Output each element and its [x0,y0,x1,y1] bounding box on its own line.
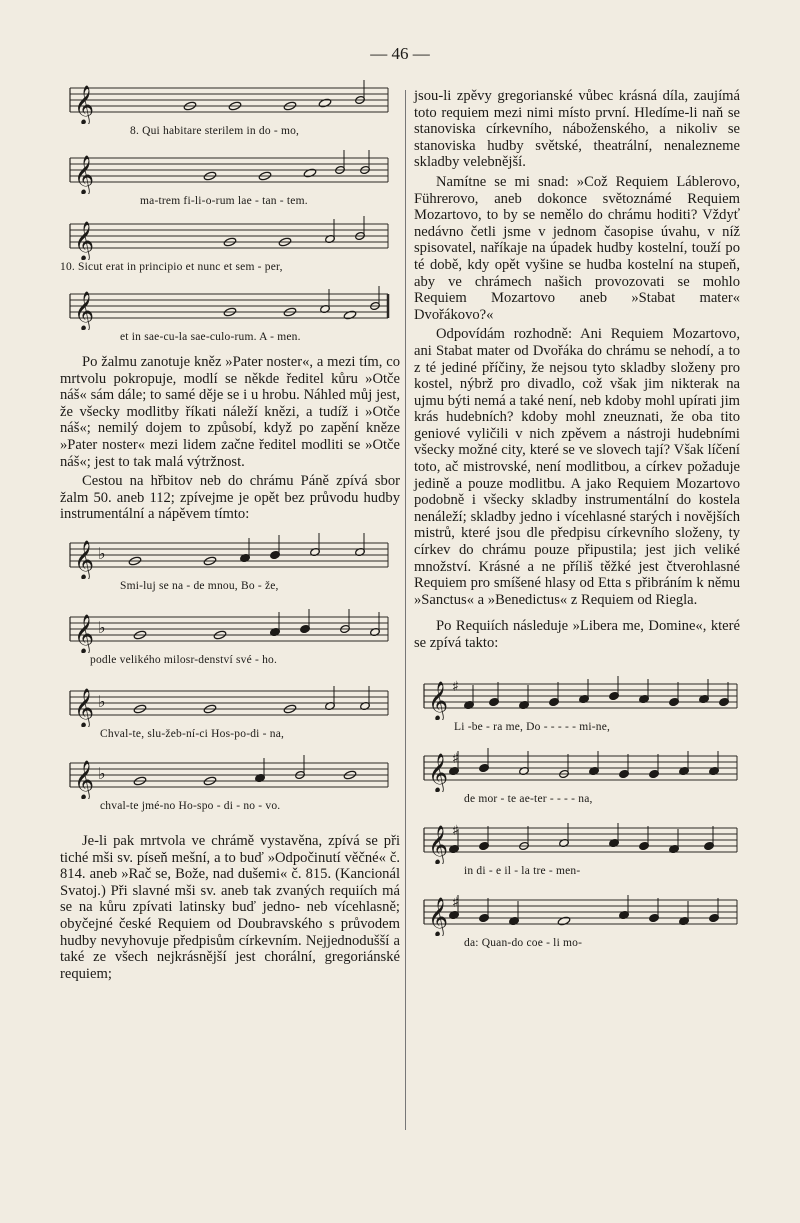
music-staff [414,818,739,864]
left-music-block-2 [60,533,400,819]
music-line [414,746,740,812]
music-lyric: 8. Qui habitare sterilem in do - mo, [130,125,300,137]
music-lyric: Li -be - ra me, Do - - - - - mi-ne, [454,720,611,733]
left-text-block-2 [60,833,400,982]
music-staff [60,148,390,194]
music-staff [60,78,390,124]
clef-icon: 𝄞 [428,752,449,792]
right-column [414,88,740,956]
sharp-icon: ♯ [452,678,459,695]
music-line [414,890,740,956]
music-staff [414,890,739,936]
sharp-icon: ♯ [452,822,459,839]
clef-icon: 𝄞 [74,759,95,799]
music-lyric: podle velikého milosr-denství své - ho. [90,653,278,666]
right-music-block [414,674,740,956]
music-line [60,753,400,819]
music-staff [60,607,390,653]
flat-icon: ♭ [98,763,106,783]
music-line [60,607,400,675]
music-line [60,681,400,747]
clef-icon: 𝄞 [74,291,95,330]
note-head [557,916,570,926]
note-head [318,98,331,108]
music-staff [60,753,390,799]
page-number: — 46 — [370,44,430,63]
music-staff [414,674,739,720]
note-head [303,168,316,178]
music-line [60,284,400,346]
clef-icon: 𝄞 [428,680,449,720]
music-staff [60,533,390,579]
clef-icon: 𝄞 [74,221,95,260]
music-line [60,148,400,214]
music-lyric: de mor - te ae-ter - - - - na, [464,792,593,805]
clef-icon: 𝄞 [428,896,449,936]
music-lyric: in di - e il - la tre - men- [464,864,581,877]
left-column [60,78,400,982]
music-line [60,78,400,138]
music-lyric: et in sae-cu-la sae-culo-rum. A - men. [120,331,301,343]
clef-icon: 𝄞 [74,613,95,653]
paragraph: Cestou na hřbitov neb do chrámu Páně zpívá sbor žalm 50. aneb 112; zpívejme je opět bez průvodu hudby instrumentální a nápěvem tímto: [60,473,400,523]
music-lyric: Smi-luj se na - de mnou, Bo - že, [120,579,279,592]
paragraph: Namítne se mi snad: »Což Requiem Láblerovo, Führerovo, aneb dokonce světoznámé Requiem Mozartovo, to by se nemělo do chrámu hoditi? Vždyť nedávno četli jsme v jednom časopise úvahu, v níž spisovatel, naříkaje na úpadek hudby kostelní, touží po té době, kdy opět vyšine se hudba kostelní na stupeň, aby ve chrámech našich provozovati se mohlo Requiem Mozartovo aneb »Stabat mater« Dvořákovo?« [414,173,740,323]
note-head [343,310,356,320]
music-line [60,533,400,599]
paragraph: Po žalmu zanotuje kněz »Pater noster«, a mezi tím, co mrtvolu pokropuje, modlí se někde ředitel kůru »Otče náš« sám dále; to samé děje se i u hrobu. Náhled můj jest, že všecky modlitby říkati náleží knězi, a tudíž i »Otče náš«; nemilý dojem to způsobí, když po zapění kněze »Pater noster« mezi lidem začne ředitel modliti se »Otče náš«; jest to tak malá výtržnost. [60,354,400,470]
music-lyric: ma-trem fi-li-o-rum lae - tan - tem. [140,195,308,207]
clef-icon: 𝄞 [428,824,449,864]
music-lyric: 10. Sicut erat in principio et nunc et sem - per, [60,261,283,273]
column-divider [405,90,406,1130]
music-lyric: chval-te jmé-no Ho-spo - di - no - vo. [100,799,281,812]
music-staff [60,214,390,260]
music-lyric: Chval-te, slu-žeb-ní-ci Hos-po-di - na, [100,727,285,740]
music-line [414,818,740,884]
sharp-icon: ♯ [452,750,459,767]
clef-icon: 𝄞 [74,687,95,727]
clef-icon: 𝄞 [74,539,95,579]
flat-icon: ♭ [98,691,106,711]
flat-icon: ♭ [98,543,106,563]
left-music-block-1 [60,78,400,346]
paragraph: Po Requiích následuje »Libera me, Domine«, které se zpívá takto: [414,618,740,651]
music-staff [60,284,390,330]
paragraph: Odpovídám rozhodně: Ani Requiem Mozartovo, ani Stabat mater od Dvořáka do chrámu se nehodí, a to z té jediné příčiny, že nejsou tyto skladby složeny pro kostel, nýbrž pro divadlo, což však jim nikterak na ujmu býti nemá a také není, neb kdoby mohl upírati jim krás hudebních? kdoby mohl zneuznati, že oba tito geniové vyličili v nich zpěvem a nástroji hudebními všecky možné city, které se ve slovech tají? Však líčení toto, ač mistrovské, není modlitbou, a církev požaduje jedině a pouze modlitbu. A jako Requiem Mozartovo podobně i všecky skladby instrumentální do kostela nenáleží; skladby jedno i vícehlasné starých i novějších mistrů, které jsou dle předpisu církevního složeny, ty církev do chrámu pouze připustila; jest jich veliké množství. Krásné a ne příliš těžké jest čtverohlasné Requiem pro smíšené hlasy od Etta s přibráním k němu »Sanctus« a »Benedictus« z Requiem od Riegla. [414,326,740,608]
music-staff [414,746,739,792]
music-line [414,674,740,740]
paragraph: Je-li pak mrtvola ve chrámě vystavěna, zpívá se při tiché mši sv. píseň mešní, a to buď »Odpočinutí věčné« č. 814. aneb »Rač se, Bože, nad dušemi« č. 815. (Kancionál Svatoj.) Při slavné mši sv. aneb tak zvaných requiích má se na kůru zpívati latinsky buď jedno- neb vícehlasně; obyčejné české Requiem od Doubravského s průvodem hudby nevyhovuje předpisům církevním. Nejjednodušší a také ze všech nejkrásnější jest chorální, gregoriánské requiem; [60,832,400,982]
music-staff [60,681,390,727]
paragraph: jsou-li zpěvy gregorianské vůbec krásná díla, zaujímá toto requiem mezi nimi místo první. Hledíme-li naň se stanoviska církevního, náboženského, a nikoliv se stanoviska hudby světské, theatrální, nenalezneme skladby velebnější. [414,88,740,171]
left-text-block-1 [60,354,400,523]
clef-icon: 𝄞 [74,155,95,194]
flat-icon: ♭ [98,617,106,637]
music-lyric: da: Quan-do coe - li mo- [464,936,583,949]
sharp-icon: ♯ [452,894,459,911]
clef-icon: 𝄞 [74,85,95,124]
music-line [60,214,400,280]
